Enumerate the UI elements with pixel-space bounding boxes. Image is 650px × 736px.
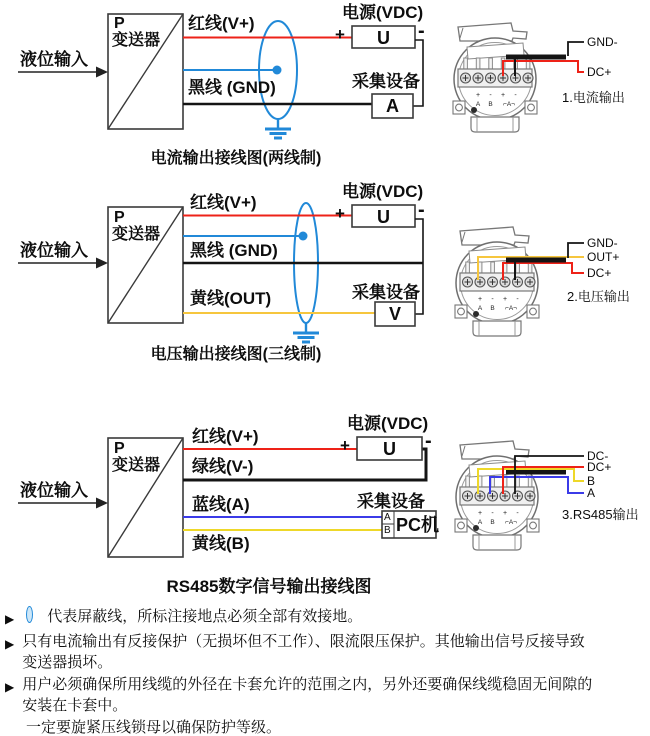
diagram1-art	[18, 14, 584, 140]
d3-green-wire-label: 绿线(V-)	[192, 457, 254, 476]
d1-black-wire-label: 黑线 (GND)	[188, 78, 276, 97]
diagram2-art	[18, 203, 584, 344]
notes-section	[5, 606, 647, 736]
shield-line-icon	[26, 606, 33, 623]
d1-red-wire-label: 红线(V+)	[188, 14, 255, 33]
d2-transmitter-name: 变送器	[112, 226, 161, 243]
d2-black-wire-label: 黑线 (GND)	[190, 241, 278, 260]
d3-psu-unit: U	[383, 439, 396, 459]
d3-input-label: 液位输入	[20, 481, 88, 500]
d2-lead-out: OUT+	[587, 250, 620, 264]
d1-psu-plus: +	[335, 25, 345, 44]
d2-red-wire-label: 红线(V+)	[190, 193, 257, 212]
d1-psu-minus: -	[418, 20, 425, 42]
d2-lead-gnd: GND-	[587, 236, 618, 250]
d2-psu-title: 电源(VDC)	[342, 182, 424, 201]
note-protection-line2: 变送器损坏。	[22, 654, 113, 671]
d1-input-label: 液位输入	[20, 50, 88, 69]
bullet-triangle-icon: ▶	[5, 636, 15, 651]
d3-caption: RS485数字信号输出接线图	[166, 577, 372, 596]
d3-transmitter-p: P	[114, 440, 125, 457]
d3-blue-wire-label: 蓝线(A)	[192, 495, 250, 514]
d1-lead-dc: DC+	[587, 65, 612, 79]
diagram-artwork: + - + - A B ⌐A¬	[0, 0, 650, 736]
d2-transmitter-p: P	[114, 209, 125, 226]
d2-psu-minus: -	[418, 199, 425, 221]
d1-transmitter-name: 变送器	[112, 32, 161, 49]
d2-device-caption: 2.电压输出	[567, 289, 630, 304]
d2-daq-unit: V	[388, 304, 401, 324]
d1-lead-gnd: GND-	[587, 35, 618, 49]
d1-psu-title: 电源(VDC)	[342, 3, 424, 22]
d1-psu-unit: U	[377, 28, 390, 48]
d3-psu-plus: +	[340, 436, 350, 455]
d3-daq-unit: PC机	[396, 515, 440, 535]
d3-lead-a: A	[587, 486, 596, 500]
bullet-triangle-icon: ▶	[5, 612, 15, 626]
bullet-triangle-icon: ▶	[5, 679, 15, 694]
d1-device-caption: 1.电流输出	[562, 90, 625, 105]
d2-lead-dc: DC+	[587, 266, 612, 280]
d3-daq-port-b: B	[384, 525, 391, 536]
d3-lead-b: B	[587, 474, 596, 488]
note-protection	[5, 631, 647, 674]
diagram3-art	[18, 437, 584, 557]
d1-daq-unit: A	[386, 96, 399, 116]
d2-daq-title: 采集设备	[352, 283, 420, 302]
d3-daq-title: 采集设备	[357, 492, 425, 511]
d1-caption: 电流输出接线图(两线制)	[150, 150, 322, 167]
d3-transmitter-name: 变送器	[112, 457, 161, 474]
d2-yellow-wire-label: 黄线(OUT)	[190, 289, 272, 308]
note-protection-line1: 只有电流输出有反接保护（无损坏但不工作）、限流限压保护。其他输出信号反接导致	[22, 632, 585, 650]
d3-lead-dcminus: DC-	[587, 449, 609, 463]
d2-psu-unit: U	[377, 207, 390, 227]
d3-daq-port-a: A	[384, 512, 391, 523]
d3-psu-title: 电源(VDC)	[347, 414, 429, 433]
note-cable-line1: 用户必须确保所用线缆的外径在卡套允许的范围之内，另外还要确保线缆稳固无间隙的	[22, 675, 593, 693]
d1-transmitter-p: P	[114, 15, 125, 32]
d3-psu-minus: -	[425, 430, 432, 452]
d3-yellow-wire-label: 黄线(B)	[192, 534, 250, 553]
d2-input-label: 液位输入	[20, 241, 88, 260]
note-cable-gland	[5, 674, 647, 717]
d3-device-caption: 3.RS485输出	[562, 507, 639, 522]
d3-red-wire-label: 红线(V+)	[192, 427, 259, 446]
d2-caption: 电压输出接线图(三线制)	[150, 346, 322, 363]
d1-daq-title: 采集设备	[352, 72, 420, 91]
note-shield-text: 代表屏蔽线，所标注接地点必须全部有效接地。	[47, 608, 363, 625]
note-cable-line2: 安装在卡套中。	[22, 697, 128, 714]
d2-psu-plus: +	[335, 204, 345, 223]
d3-lead-dcplus: DC+	[587, 460, 612, 474]
note-shield	[5, 606, 647, 631]
note-locknut: 一定要旋紧压线锁母以确保防护等级。	[26, 718, 282, 736]
